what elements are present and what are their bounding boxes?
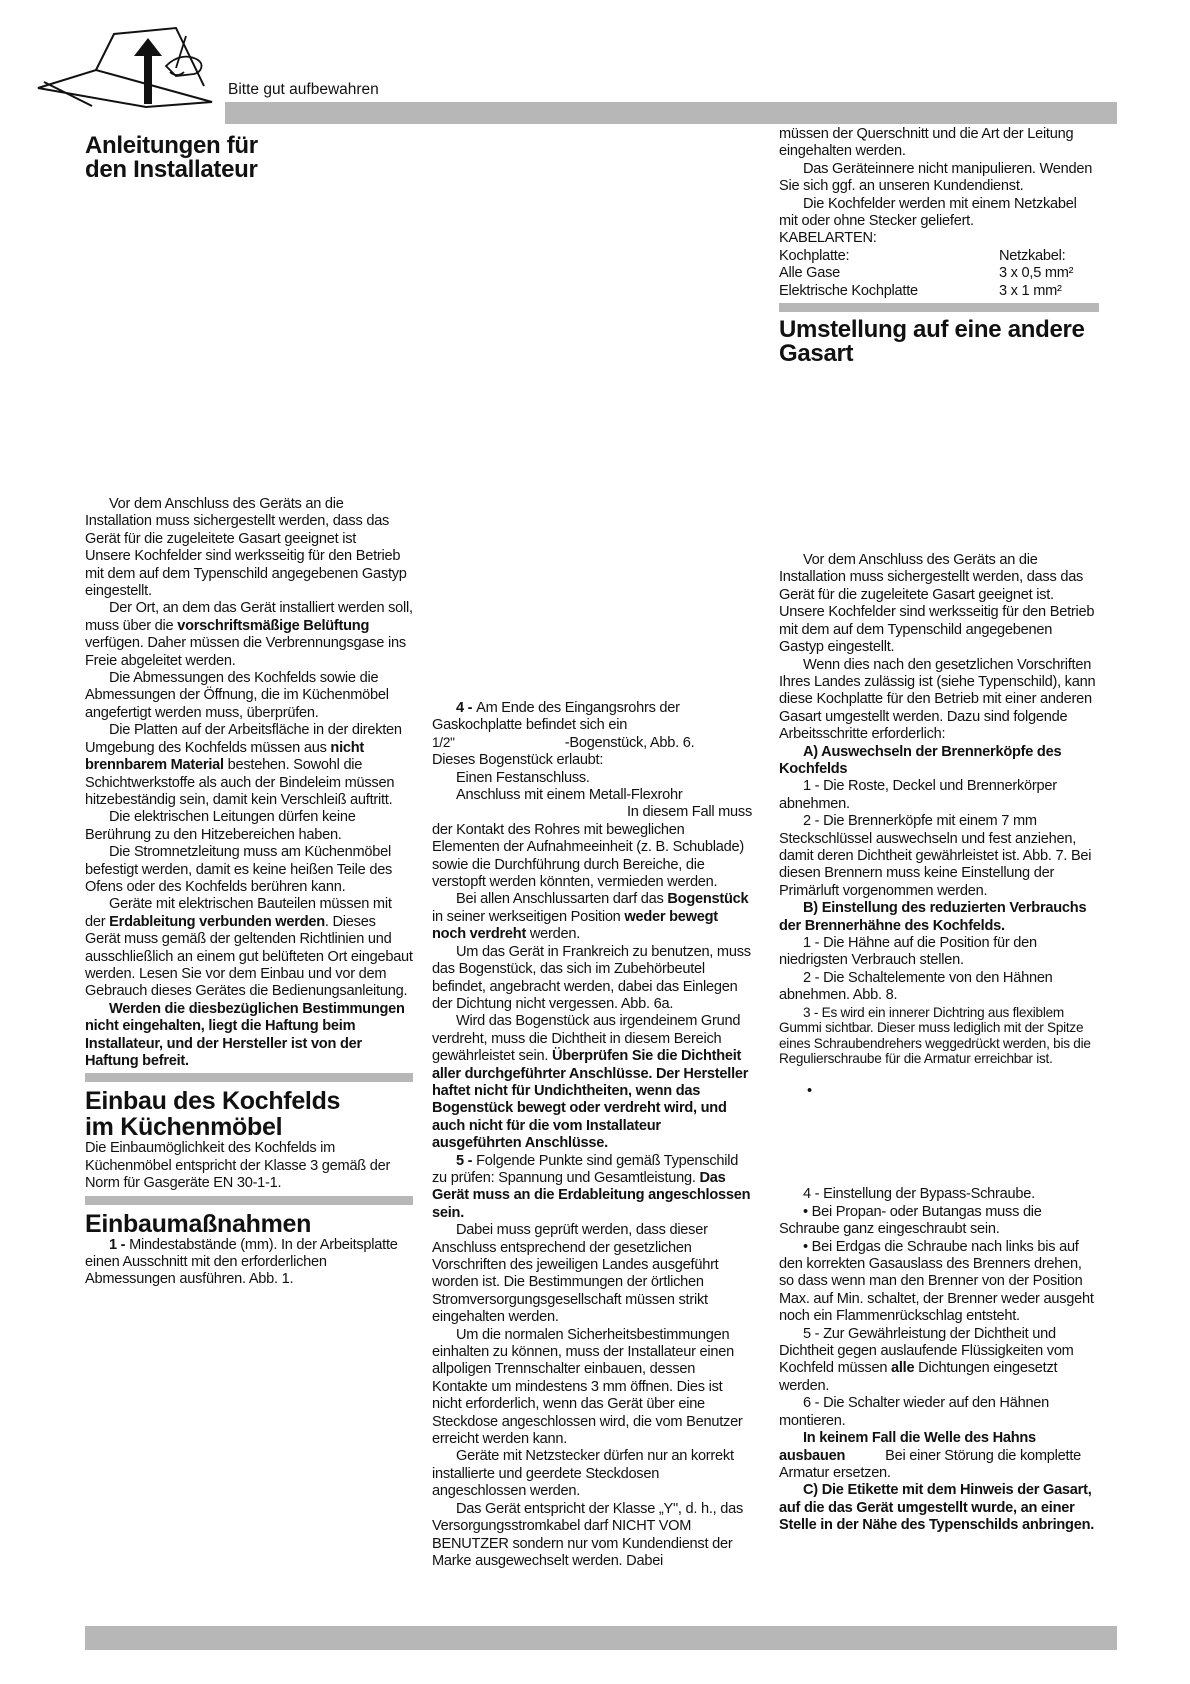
empty-bullet: • [807, 1083, 812, 1099]
paragraph: Das Gerät entspricht der Klasse „Y", d. h., das Versorgungsstromkabel darf NICHT VOM BENUTZER sondern nur vom Kundendienst der Marke ausgewechselt werden. Dabei [432, 1500, 744, 1569]
hand-writing-illustration-icon [26, 16, 216, 108]
measures-heading: Einbaumaßnahmen [85, 1209, 312, 1238]
paragraph: Dieses Bogenstück erlaubt: [432, 752, 604, 769]
paragraph: 1 - Die Hähne auf die Position für den niedrigsten Verbrauch stellen. [779, 935, 1037, 969]
installer-heading: Anleitungen für den Installateur [85, 132, 258, 183]
paragraph: Vor dem Anschluss des Geräts an die Installation muss sichergestellt werden, dass das Gerät für die zugeleitete Gasart geeignet ist Unsere Kochfelder sind werksseitig für den Betrieb mit dem auf dem Typenschild angegebenen Gastyp eingestellt. [85, 496, 407, 600]
paragraph: Der Ort, an dem das Gerät installiert werden soll, muss über die vorschriftsmäßige Belüftung verfügen. Daher müssen die Verbrennungsgase ins Freie abgeleitet werden. [85, 600, 413, 669]
paragraph: Dabei muss geprüft werden, dass dieser Anschluss entsprechend der gesetzlichen Vorschriften des jeweiligen Landes ausgeführt worden ist. Die Bestimmungen der örtlichen Stromversorgungsgesellschaft müssen strikt eingehalten werden. [432, 1222, 719, 1326]
subheading-c: C) Die Etikette mit dem Hinweis der Gasart, auf die das Gerät umgestellt wurde, an einer Stelle in der Nähe des Typenschilds anbringen. [779, 1482, 1095, 1534]
paragraph: Anschluss mit einem Metall-Flexrohr [456, 787, 683, 804]
liability-notice: Werden die diesbezüglichen Bestimmungen nicht eingehalten, liegt die Haftung beim Installateur, und der Hersteller ist von der Haftung befreit. [85, 1000, 405, 1069]
gas-conversion-heading: Umstellung auf eine andere Gasart [779, 316, 1085, 368]
keep-safe-note: Bitte gut aufbewahren [228, 81, 379, 98]
paragraph: In diesem Fall muss [626, 804, 752, 821]
paragraph: 1/2" -Bogenstück, Abb. 6. [432, 734, 695, 751]
section-divider [779, 303, 1099, 312]
paragraph: Die elektrischen Leitungen dürfen keine Berührung zu den Hitzebereichen haben. [85, 809, 356, 843]
subheading-b: B) Einstellung des reduzierten Verbrauchs der Brennerhähne des Kochfelds. [779, 900, 1087, 934]
paragraph: Um das Gerät in Frankreich zu benutzen, muss das Bogenstück, das sich im Zubehörbeutel befindet, angebracht werden, dabei das Einlegen der Dichtung nicht vergessen. Abb. 6a. [432, 943, 751, 1012]
figure-space [85, 182, 413, 496]
paragraph: Geräte mit elektrischen Bauteilen müssen mit der Erdableitung verbunden werden. Dieses Gerät muss gemäß der geltenden Richtlinien und ausschließlich an einem gut belüfteten Ort eingebaut werden. Lesen Sie vor dem Einbau und vor dem Gebrauch dieses Gerätes die Bedienungsanleitung. [85, 896, 413, 1000]
cable-types-table [779, 248, 1099, 300]
paragraph: 4 - Am Ende des Eingangsrohrs der Gaskochplatte befindet sich ein [432, 700, 680, 734]
paragraph: Vor dem Anschluss des Geräts an die Installation muss sichergestellt werden, dass das Gerät für die zugeleitete Gasart geeignet ist. Unsere Kochfelder sind werksseitig für den Betrieb mit dem auf dem Typenschild angegebenen Gastyp eingestellt. [779, 552, 1095, 656]
paragraph: müssen der Querschnitt und die Art der Leitung eingehalten werden. [779, 126, 1074, 160]
paragraph: Einen Festanschluss. [456, 769, 590, 786]
paragraph: Um die normalen Sicherheitsbestimmungen einhalten zu können, muss der Installateur einen allpoligen Trennschalter einbauen, dessen Kontakte um mindestens 3 mm öffnen. Dies ist nicht erforderlich, wenn das Gerät über eine Steckdose angeschlossen wird, die vom Benutzer erreicht werden kann. [432, 1326, 743, 1448]
paragraph: Die Einbaumöglichkeit des Kochfelds im Küchenmöbel entspricht der Klasse 3 gemäß der Norm für Gasgeräte EN 30-1-1. [85, 1140, 391, 1192]
paragraph: 2 - Die Brennerköpfe mit einem 7 mm Steckschlüssel auswechseln und fest anziehen, damit deren Dichtheit gewährleistet ist. Abb. 7. Bei diesen Brennern muss keine Einstellung der Primärluft vorgenommen werden. [779, 813, 1092, 899]
paragraph: Die Kochfelder werden mit einem Netzkabel mit oder ohne Stecker geliefert. [779, 195, 1077, 230]
footer-bar [85, 1626, 1117, 1650]
paragraph: Die Abmessungen des Kochfelds sowie die Abmessungen der Öffnung, die im Küchenmöbel angefertigt werden muss, überprüfen. [85, 670, 389, 721]
table-row: Alle Gase 3 x 0,5 mm² [779, 265, 1074, 282]
table-row: Kochplatte: Netzkabel: [779, 247, 1066, 264]
paragraph: 3 - Es wird ein innerer Dichtring aus flexiblem Gummi sichtbar. Dieser muss lediglich mit der Spitze eines Schraubendrehers weggedrückt werden, bis die Regulierschraube für die Armatur erreichbar ist. [779, 1004, 1091, 1067]
paragraph: Die Stromnetzleitung muss am Küchenmöbel befestigt werden, damit es keine heißen Teile des Ofens oder des Kochfelds berühren kann. [85, 844, 393, 895]
subheading-a: A) Auswechseln der Brennerköpfe des Kochfelds [779, 743, 1062, 777]
paragraph: 1 - Mindestabstände (mm). In der Arbeitsplatte einen Ausschnitt mit den erforderlichen Abmessungen ausführen. Abb. 1. [85, 1236, 398, 1288]
paragraph: 1 - Die Roste, Deckel und Brennerkörper abnehmen. [779, 778, 1057, 812]
paragraph: der Kontakt des Rohres mit beweglichen Elementen der Aufnahmeeinheit (z. B. Schublade) sowie die Durchführung durch Bereiche, die verstopft werden könnten, vermieden werden. [432, 821, 744, 891]
section-divider [85, 1196, 413, 1205]
paragraph: 4 - Einstellung der Bypass-Schraube. [803, 1186, 1035, 1203]
paragraph: Geräte mit Netzstecker dürfen nur an korrekt installierte und geerdete Steckdosen angeschlossen werden. [432, 1448, 734, 1500]
paragraph: 5 - Folgende Punkte sind gemäß Typenschild zu prüfen: Spannung und Gesamtleistung. Das Gerät muss an die Erdableitung angeschlossen sein. [432, 1152, 751, 1221]
table-row: Elektrische Kochplatte 3 x 1 mm² [779, 282, 1062, 299]
paragraph: 2 - Die Schaltelemente von den Hähnen abnehmen. Abb. 8. [779, 969, 1053, 1004]
column-left [85, 134, 413, 1289]
paragraph: In keinem Fall die Welle des Hahns ausbauen Bei einer Störung die komplette Armatur ersetzen. [779, 1430, 1081, 1481]
paragraph: 6 - Die Schalter wieder auf den Hähnen montieren. [779, 1395, 1050, 1429]
column-middle [432, 700, 752, 1570]
paragraph: 5 - Zur Gewährleistung der Dichtheit und Dichtheit gegen auslaufende Flüssigkeiten vom Kochfeld müssen alle Dichtungen eingesetzt werden. [779, 1325, 1074, 1394]
installation-heading: Einbau des Kochfelds im Küchenmöbel [85, 1087, 341, 1142]
cable-types-title: KABELARTEN: [779, 230, 877, 247]
section-divider [85, 1073, 413, 1082]
paragraph: Bei allen Anschlussarten darf das Bogenstück in seiner werkseitigen Position weder bewegt noch verdreht werden. [432, 891, 749, 943]
header-bar [225, 102, 1117, 124]
paragraph: Wenn dies nach den gesetzlichen Vorschriften Ihres Landes zulässig ist (siehe Typenschild), kann diese Kochplatte für den Betrieb mit einer anderen Gasart umgestellt werden. Dazu sind folgende Arbeitsschritte erforderlich: [779, 656, 1096, 743]
figure-space [779, 1100, 1099, 1186]
paragraph: • Bei Propan- oder Butangas muss die Schraube ganz eingeschraubt sein. [779, 1203, 1042, 1238]
column-right [779, 126, 1099, 1535]
paragraph: Die Platten auf der Arbeitsfläche in der direkten Umgebung des Kochfelds müssen aus nicht brennbarem Material bestehen. Sowohl die Schichtwerkstoffe als auch der Bindeleim müssen hitzebeständig sein, damit kein Verschleiß auftritt. [85, 722, 402, 808]
paragraph: Wird das Bogenstück aus irgendeinem Grund verdreht, muss die Dichtheit in diesem Bereich gewährleistet sein. Überprüfen Sie die Dichtheit aller durchgeführter Anschlüsse. Der Hersteller haftet nicht für Undichtheiten, wenn das Bogenstück bewegt oder verdreht wird, und auch nicht für die vom Installateur ausgeführten Anschlüsse. [432, 1013, 749, 1152]
figure-space [779, 366, 1099, 552]
paragraph: Das Geräteinnere nicht manipulieren. Wenden Sie sich ggf. an unseren Kundendienst. [779, 160, 1093, 195]
paragraph: • Bei Erdgas die Schraube nach links bis auf den korrekten Gasauslass des Brenners drehen, so dass wenn man den Brenner von der Position Max. auf Min. schaltet, der Brenner weder ausgeht noch ein Flammenrückschlag entsteht. [779, 1238, 1094, 1325]
